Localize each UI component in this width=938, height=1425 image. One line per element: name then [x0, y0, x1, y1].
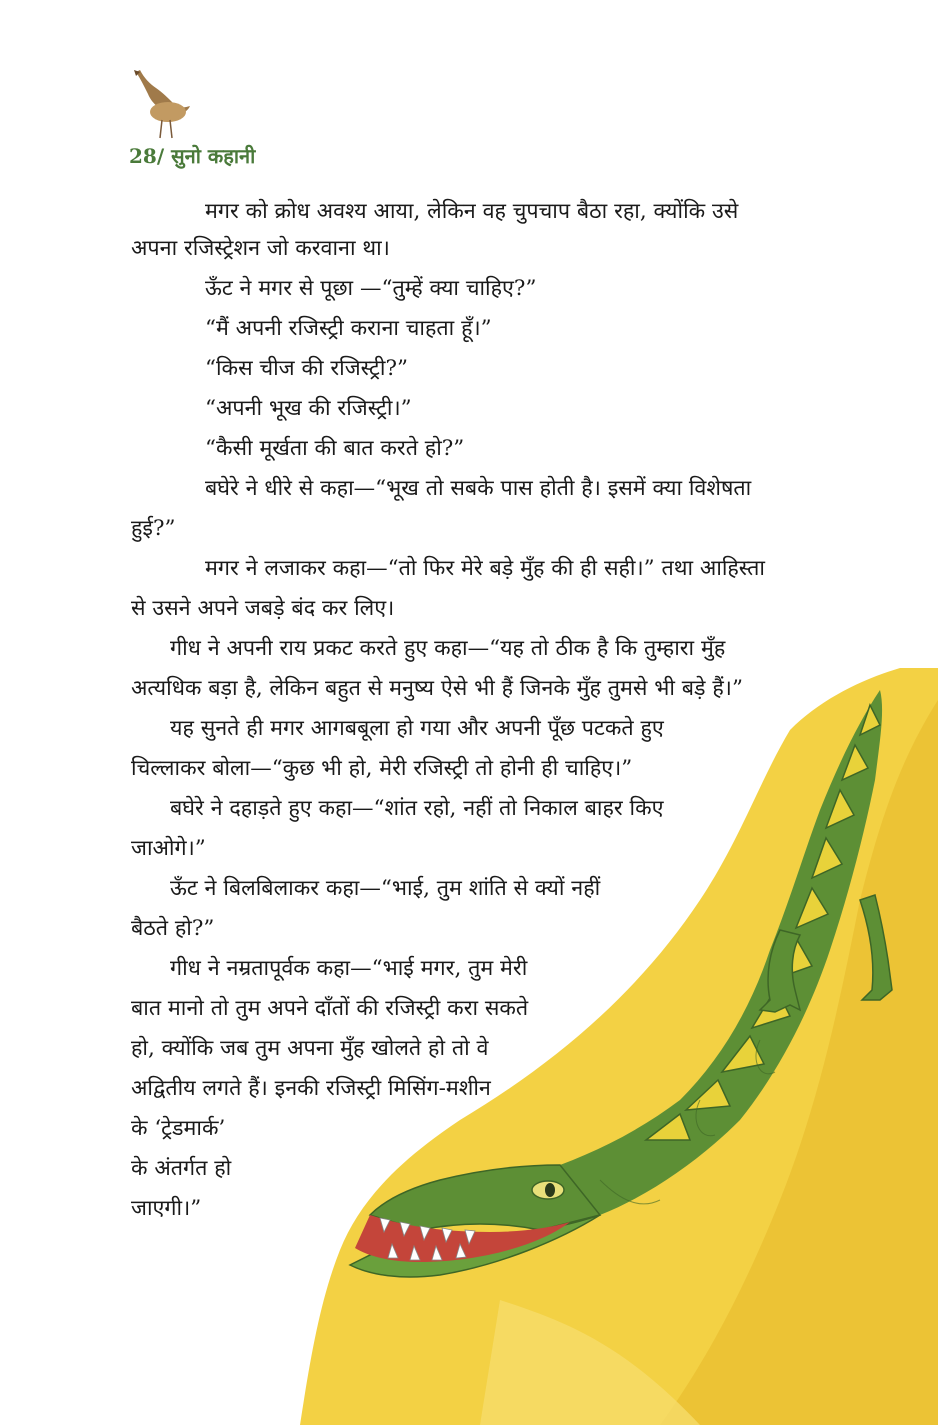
text-line: ऊँट ने मगर से पूछा —“तुम्हें क्या चाहिए?” — [205, 276, 537, 301]
text-line: “अपनी भूख की रजिस्ट्री।” — [205, 396, 412, 421]
bird-icon — [118, 64, 198, 144]
text-line: हो, क्योंकि जब तुम अपना मुँह खोलते हो तो वे — [131, 1036, 489, 1061]
text-line: बघेरे ने धीरे से कहा—“भूख तो सबके पास होती है। इसमें क्या विशेषता — [205, 476, 752, 501]
text-line: चिल्लाकर बोला—“कुछ भी हो, मेरी रजिस्ट्री तो होनी ही चाहिए।” — [131, 756, 633, 781]
text-line: अपना रजिस्ट्रेशन जो करवाना था। — [131, 236, 390, 261]
text-line: गीध ने नम्रतापूर्वक कहा—“भाई मगर, तुम मेरी — [170, 956, 528, 981]
text-line: बात मानो तो तुम अपने दाँतों की रजिस्ट्री करा सकते — [131, 996, 529, 1021]
text-line: ऊँट ने बिलबिलाकर कहा—“भाई, तुम शांति से क्यों नहीं — [170, 876, 601, 901]
text-line: से उसने अपने जबड़े बंद कर लिए। — [131, 596, 395, 621]
text-line: बैठते हो?” — [131, 916, 215, 941]
text-line: “किस चीज की रजिस्ट्री?” — [205, 356, 408, 381]
text-line: मगर को क्रोध अवश्य आया, लेकिन वह चुपचाप बैठा रहा, क्योंकि उसे — [205, 199, 739, 224]
text-line: अद्वितीय लगते हैं। इनकी रजिस्ट्री मिसिंग-मशीन — [131, 1076, 491, 1101]
text-line: यह सुनते ही मगर आगबबूला हो गया और अपनी पूँछ पटकते हुए — [170, 716, 664, 741]
text-line: जाओगे।” — [131, 836, 206, 861]
page-header — [129, 142, 255, 169]
text-line: “मैं अपनी रजिस्ट्री कराना चाहता हूँ।” — [205, 316, 492, 341]
text-line: मगर ने लजाकर कहा—“तो फिर मेरे बड़े मुँह की ही सही।” तथा आहिस्ता — [205, 556, 765, 581]
text-line: बघेरे ने दहाड़ते हुए कहा—“शांत रहो, नहीं तो निकाल बाहर किए — [170, 796, 664, 821]
text-line: के ‘ट्रेडमार्क’ — [131, 1116, 226, 1141]
page-number: 28/ — [129, 144, 165, 168]
text-line: हुई?” — [131, 516, 176, 541]
text-line: गीध ने अपनी राय प्रकट करते हुए कहा—“यह तो ठीक है कि तुम्हारा मुँह — [170, 636, 726, 661]
text-line: जाएगी।” — [131, 1196, 202, 1221]
book-title: सुनो कहानी — [171, 144, 256, 168]
text-line: “कैसी मूर्खता की बात करते हो?” — [205, 436, 465, 461]
text-line: के अंतर्गत हो — [131, 1156, 232, 1181]
text-line: अत्यधिक बड़ा है, लेकिन बहुत से मनुष्य ऐसे भी हैं जिनके मुँह तुमसे भी बड़े हैं।” — [131, 676, 743, 701]
